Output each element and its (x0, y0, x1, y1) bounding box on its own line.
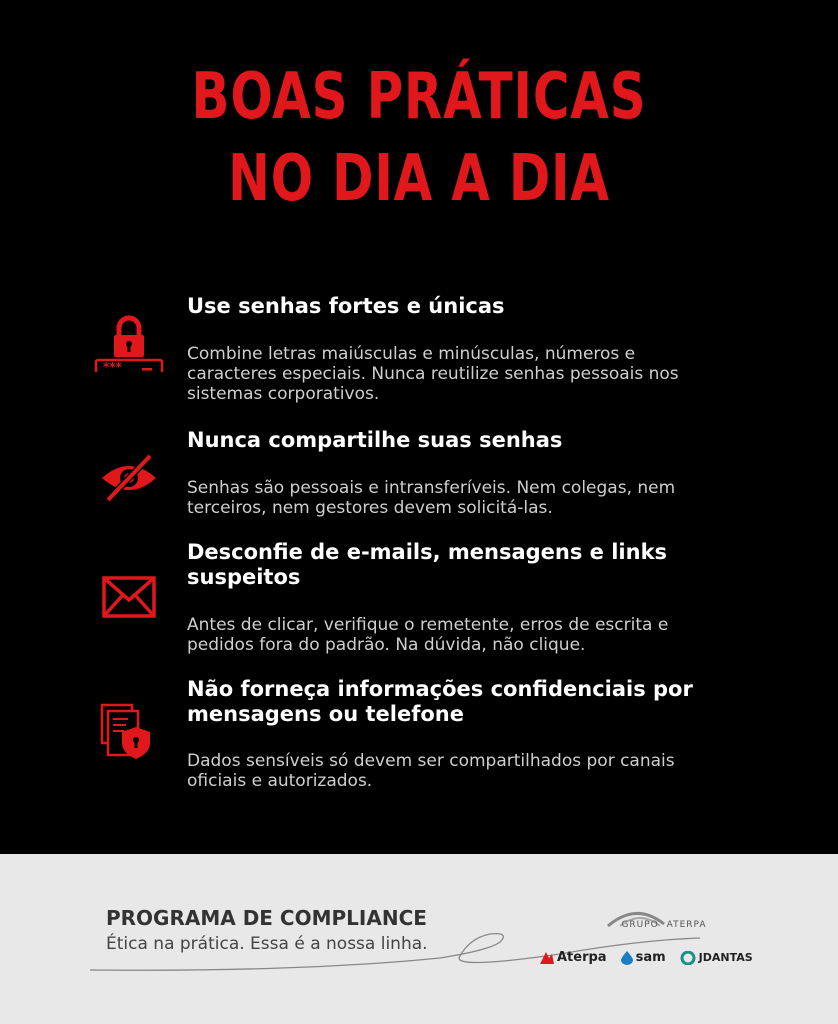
tip-text (187, 615, 767, 655)
tip-title-line: Não forneça informações confidenciais por (187, 677, 693, 701)
tip-text-line: Antes de clicar, verifique o remetente, erros de escrita e (187, 615, 669, 635)
svg-text:***: *** (103, 360, 122, 372)
tagline: Ética na prática. Essa é a nossa linha. (106, 934, 428, 954)
title-line-2: NO DIA A DIA (228, 142, 610, 216)
tip-text-line: Combine letras maiúsculas e minúsculas, números e (187, 344, 636, 364)
tip-title-line: suspeitos (187, 565, 301, 589)
tip-title-line: mensagens ou telefone (187, 702, 464, 726)
group-brand (584, 920, 744, 930)
brand-sam-label: sam (635, 950, 666, 965)
secure-document-icon (94, 703, 164, 763)
title-line-1: BOAS PRÁTICAS (191, 60, 647, 134)
tip-text-line: caracteres especiais. Nunca reutilize senhas pessoais nos (187, 364, 679, 384)
group-label: GRUPO (621, 920, 659, 930)
tip-title: Nunca compartilhe suas senhas (187, 428, 563, 452)
tip-text-line: sistemas corporativos. (187, 384, 380, 404)
jdantas-logo-icon (680, 951, 696, 965)
page-title (92, 56, 746, 220)
sam-logo-icon (621, 951, 633, 965)
eye-slash-icon (94, 448, 164, 508)
tip-text-line: Dados sensíveis só devem ser compartilhados por canais (187, 751, 675, 771)
tip-title (187, 540, 787, 590)
group-name: ATERPA (666, 920, 707, 930)
envelope-icon (94, 572, 164, 632)
tip-text-line: pedidos fora do padrão. Na dúvida, não clique. (187, 635, 586, 655)
brand-logos (540, 950, 753, 965)
tip-text (187, 478, 767, 518)
tip-text-line: Senhas são pessoais e intransferíveis. Nem colegas, nem (187, 478, 676, 498)
tip-text (187, 344, 767, 404)
footer (0, 854, 838, 1024)
tip-title-line: Desconfie de e-mails, mensagens e links (187, 540, 668, 564)
brand-sam (621, 950, 666, 965)
program-title: PROGRAMA DE COMPLIANCE (106, 906, 427, 930)
aterpa-logo-icon (540, 952, 554, 964)
tip-title: Use senhas fortes e únicas (187, 294, 505, 318)
brand-jdantas (680, 951, 753, 965)
tip-text (187, 751, 767, 791)
tip-text-line: oficiais e autorizados. (187, 771, 373, 791)
tip-text-line: terceiros, nem gestores devem solicitá-las. (187, 498, 553, 518)
brand-aterpa (540, 950, 607, 965)
tip-title (187, 677, 787, 727)
lock-password-icon (94, 312, 164, 372)
brand-jdantas-label: JDANTAS (698, 951, 753, 964)
brand-aterpa-label: Aterpa (557, 950, 607, 965)
